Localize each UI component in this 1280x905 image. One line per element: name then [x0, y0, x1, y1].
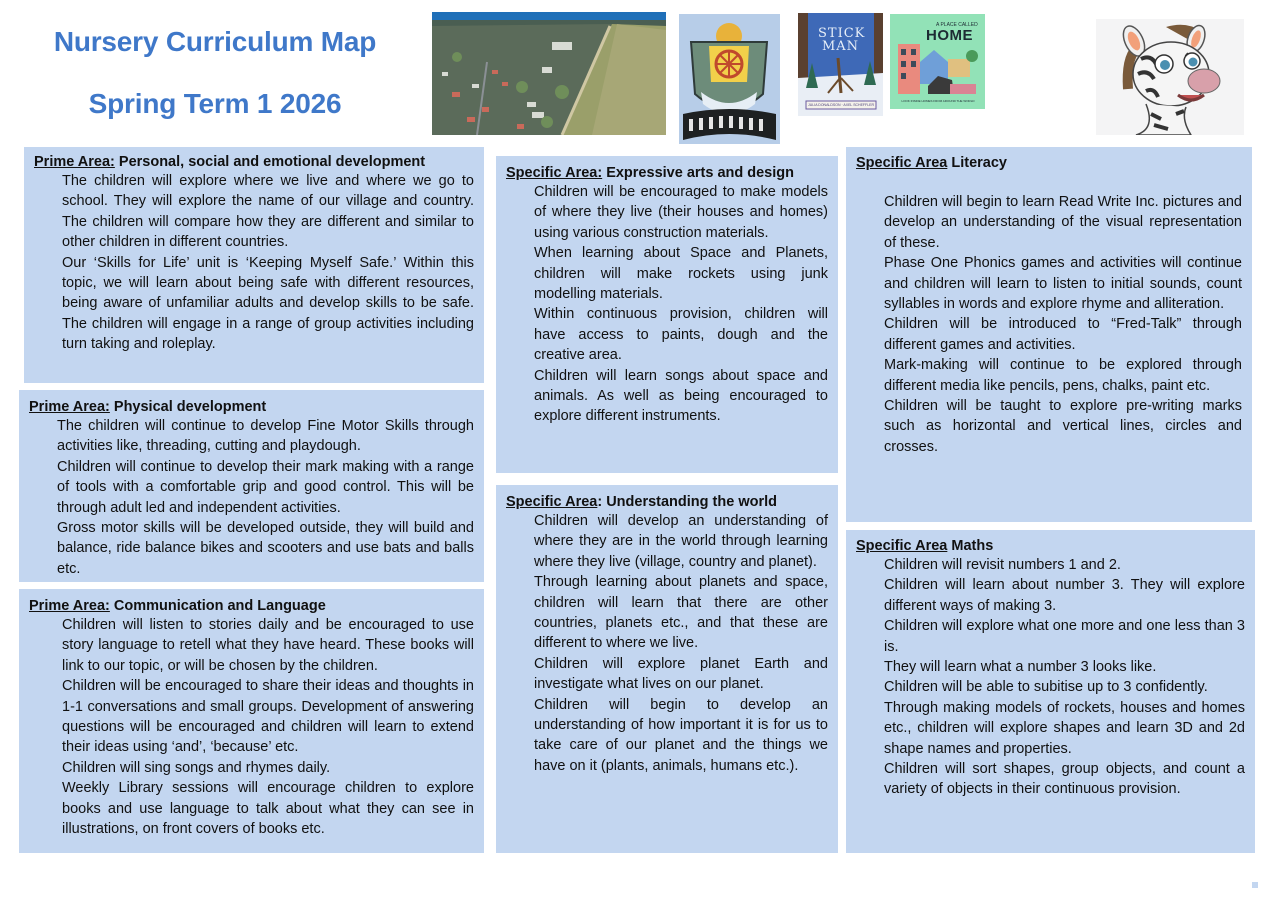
section-understanding-the-world — [496, 485, 838, 853]
paragraph: Children will begin to develop an understanding of how important it is for us to take care of our planet and the things we have on it (plants, animals, humans etc.). — [534, 696, 828, 774]
area-title: Literacy — [947, 155, 1007, 171]
paragraph: Children will revisit numbers 1 and 2. — [884, 557, 1121, 573]
paragraph: Children will explore what one more and one less than 3 is. — [884, 618, 1245, 655]
paragraph: Our ‘Skills for Life’ unit is ‘Keeping Myself Safe.’ Within this topic, we will learn about being safe with different resources, being aware of unfamiliar adults and develop skills to be safe. The children will engage in a range of group activities including turn taking and roleplay. — [62, 254, 474, 353]
area-title: Maths — [947, 538, 994, 554]
book-cover-stick-man — [798, 13, 883, 116]
paragraph: Phase One Phonics games and activities will continue and children will learn to listen to initial sounds, count syllables in words and explore rhyme and alliteration. — [884, 255, 1242, 313]
paragraph: Children will learn songs about space and animals. As well as being encouraged to explore different instruments. — [534, 367, 828, 425]
area-label: Prime Area: — [34, 154, 115, 170]
paragraph: Children will continue to develop their mark making with a range of tools with a comfortable grip and good control. This will be through adult led and independent activities. — [57, 458, 474, 516]
section-heading — [29, 398, 474, 416]
paragraph: The children will explore where we live and where we go to school. They will explore the name of our village and country. The children will compare how they are different and similar to other children in different countries. — [62, 173, 474, 251]
area-label: Specific Area — [856, 538, 948, 554]
section-heading — [856, 154, 1242, 172]
section-heading — [29, 597, 474, 615]
area-title: Communication and Language — [109, 598, 326, 614]
area-title: Physical development — [109, 399, 267, 415]
section-heading — [856, 537, 1245, 555]
section-heading — [506, 493, 828, 511]
paragraph: Through making models of rockets, houses and homes etc., children will explore shapes and learn 3D and 2d shape names and properties. — [884, 699, 1245, 757]
area-title: Expressive arts and design — [602, 165, 794, 181]
paragraph: Gross motor skills will be developed outside, they will build and balance, ride balance bikes and scooters and use bats and balls etc. — [57, 520, 474, 577]
area-label: Prime Area: — [29, 598, 110, 614]
paragraph: Children will explore planet Earth and investigate what lives on our planet. — [534, 655, 828, 693]
section-literacy — [846, 147, 1252, 522]
section-communication-language — [19, 589, 484, 853]
book-cover-a-place-called-home — [890, 14, 985, 109]
book-title: STICK MAN — [818, 26, 866, 54]
section-expressive-arts-design — [496, 156, 838, 473]
area-label: Specific Area — [856, 155, 948, 171]
book-title: HOME — [926, 27, 973, 44]
paragraph: Children will be able to subitise up to 3 confidently. — [884, 679, 1208, 696]
paragraph: When learning about Space and Planets, children will make rockets using junk modelling materials. — [534, 245, 828, 303]
paragraph: Weekly Library sessions will encourage children to explore books and use language to talk about what they can see in illustrations, on front covers of books etc. — [62, 780, 474, 838]
paragraph: Children will be encouraged to make models of where they live (their houses and homes) using various construction materials. — [534, 184, 828, 241]
book-top-line: A PLACE CALLED — [936, 22, 978, 28]
section-heading — [34, 153, 474, 171]
area-label: Prime Area: — [29, 399, 110, 415]
paragraph: Children will sort shapes, group objects, and count a variety of objects in their continuous provision. — [884, 761, 1245, 798]
paragraph: Through learning about planets and space, children will learn that there are other countries, planets etc., and that these are different to where we live. — [534, 574, 828, 652]
area-title: : Understanding the world — [597, 494, 777, 510]
aerial-photo — [432, 12, 666, 135]
book-tagline: LOOK INSIDE HOMES FROM AROUND THE WORLD — [901, 99, 975, 103]
paragraph: Children will develop an understanding of where they are in the world through learning where they live (village, country and planet). — [534, 513, 828, 570]
paragraph: Children will sing songs and rhymes daily. — [62, 759, 331, 776]
area-title: Personal, social and emotional development — [114, 154, 426, 170]
area-label: Specific Area: — [506, 165, 603, 181]
paragraph: Children will listen to stories daily and be encouraged to use story language to retell what they have heard. These books will link to our topic, or will be chosen by the children. — [62, 617, 474, 674]
paragraph: The children will continue to develop Fine Motor Skills through activities like, threading, cutting and playdough. — [57, 418, 474, 455]
village-sign-image — [679, 14, 780, 144]
paragraph: Children will learn about number 3. They will explore different ways of making 3. — [884, 577, 1245, 614]
page-title: Nursery Curriculum Map — [53, 26, 377, 57]
book-authors: JULIA DONALDSON · AXEL SCHEFFLER — [808, 103, 874, 107]
paragraph: Children will be encouraged to share their ideas and thoughts in 1-1 conversations and small groups. Development of answering questions will be encouraged and children will learn to extend their ideas using ‘and’, ‘because’ etc. — [62, 678, 474, 756]
zebra-mascot-image — [1096, 19, 1244, 135]
section-maths — [846, 530, 1255, 853]
section-heading — [506, 164, 828, 182]
paragraph: Mark-making will continue to be explored through different media like pencils, pens, chalks, paint etc. — [884, 357, 1242, 394]
paragraph: Within continuous provision, children will have access to paints, dough and the creative area. — [534, 306, 828, 364]
section-personal-social-emotional — [24, 147, 484, 383]
paragraph: Children will be taught to explore pre-writing marks such as horizontal and vertical lines, circles and crosses. — [884, 398, 1242, 455]
area-label: Specific Area — [506, 494, 598, 510]
paragraph: They will learn what a number 3 looks like. — [884, 659, 1157, 676]
corner-marker — [1252, 882, 1258, 888]
section-physical-development — [19, 390, 484, 582]
page-subtitle: Spring Term 1 2026 — [88, 88, 342, 119]
paragraph: Children will be introduced to “Fred-Talk” through different games and activities. — [884, 316, 1242, 353]
paragraph: Children will begin to learn Read Write Inc. pictures and develop an understanding of the visual representation of these. — [884, 194, 1242, 251]
